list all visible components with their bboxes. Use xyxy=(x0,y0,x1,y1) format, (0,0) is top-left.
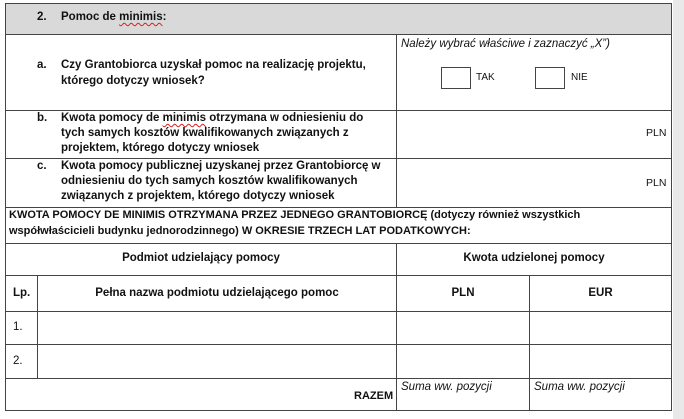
row-b-line3: projektem, którego dotyczy wniosek xyxy=(61,142,260,154)
notice-line2: współwłaścicieli budynku jednorodzinnego) W OKRESIE TRZECH LAT PODATKOWYCH: xyxy=(9,225,471,237)
section-title-suffix: : xyxy=(162,11,167,23)
column-eur: EUR xyxy=(588,287,613,299)
column-pln: PLN xyxy=(451,287,475,299)
table-row-1-pln[interactable] xyxy=(397,312,529,344)
row-b-letter: b. xyxy=(37,112,48,124)
table-row-1-lp: 1. xyxy=(13,321,23,333)
row-a-letter: a. xyxy=(37,59,47,71)
section-title xyxy=(61,11,166,23)
row-b-line1-prefix: Kwota pomocy de xyxy=(61,112,163,124)
checkbox-tak[interactable] xyxy=(441,67,471,89)
row-b-line1-spell: minimis xyxy=(162,112,207,124)
label-nie: NIE xyxy=(571,72,588,83)
table-row-2-pln[interactable] xyxy=(397,345,529,378)
row-a-question-line2: którego dotyczy wniosek? xyxy=(61,75,205,87)
section-title-spell: minimis xyxy=(119,11,163,23)
table-row-1-name[interactable] xyxy=(38,312,396,344)
section-title-prefix: Pomoc de xyxy=(61,11,120,23)
row-b-line2: tych samych kosztów kwalifikowanych związanych z xyxy=(61,127,349,139)
checkbox-nie[interactable] xyxy=(535,67,565,89)
header-entity: Podmiot udzielający pomocy xyxy=(122,252,280,264)
row-b-line1 xyxy=(61,112,363,124)
row-c-amount-field[interactable] xyxy=(397,159,671,207)
table-row-2-name[interactable] xyxy=(38,345,396,378)
table-row-2-eur[interactable] xyxy=(530,345,671,378)
total-eur-hint[interactable]: Suma ww. pozycji xyxy=(534,381,625,393)
right-margin-strip xyxy=(673,0,684,419)
section-number: 2. xyxy=(37,11,47,23)
row-c-line2: odniesieniu do tych samych kosztów kwalifikowanych xyxy=(61,175,358,187)
row-b-line1-suffix: otrzymana w odniesieniu do xyxy=(206,112,364,124)
label-tak: TAK xyxy=(476,72,495,83)
row-b-currency: PLN xyxy=(646,127,667,139)
column-name: Pełna nazwa podmiotu udzielającego pomoc xyxy=(95,287,339,299)
row-a-question-line1: Czy Grantobiorca uzyskał pomoc na realizację projektu, xyxy=(61,59,366,71)
row-a-instruction: Należy wybrać właściwe i zaznaczyć „X”) xyxy=(401,38,610,50)
row-b-amount-field[interactable] xyxy=(397,111,671,158)
total-pln-hint[interactable]: Suma ww. pozycji xyxy=(401,381,492,393)
table-row-1-eur[interactable] xyxy=(530,312,671,344)
row-c-line1: Kwota pomocy publicznej uzyskanej przez Grantobiorcę w xyxy=(61,160,381,172)
row-c-currency: PLN xyxy=(646,177,667,189)
column-lp: Lp. xyxy=(13,287,31,299)
table-row-2-lp: 2. xyxy=(13,355,23,367)
header-amount: Kwota udzielonej pomocy xyxy=(463,252,605,264)
total-label: RAZEM xyxy=(354,390,394,402)
notice-line1: KWOTA POMOCY DE MINIMIS OTRZYMANA PRZEZ JEDNEGO GRANTOBIORCĘ (dotyczy również wszystkich xyxy=(9,209,581,221)
row-c-letter: c. xyxy=(37,160,47,172)
row-c-line3: związanych z projektem, którego dotyczy wniosek xyxy=(61,190,335,202)
